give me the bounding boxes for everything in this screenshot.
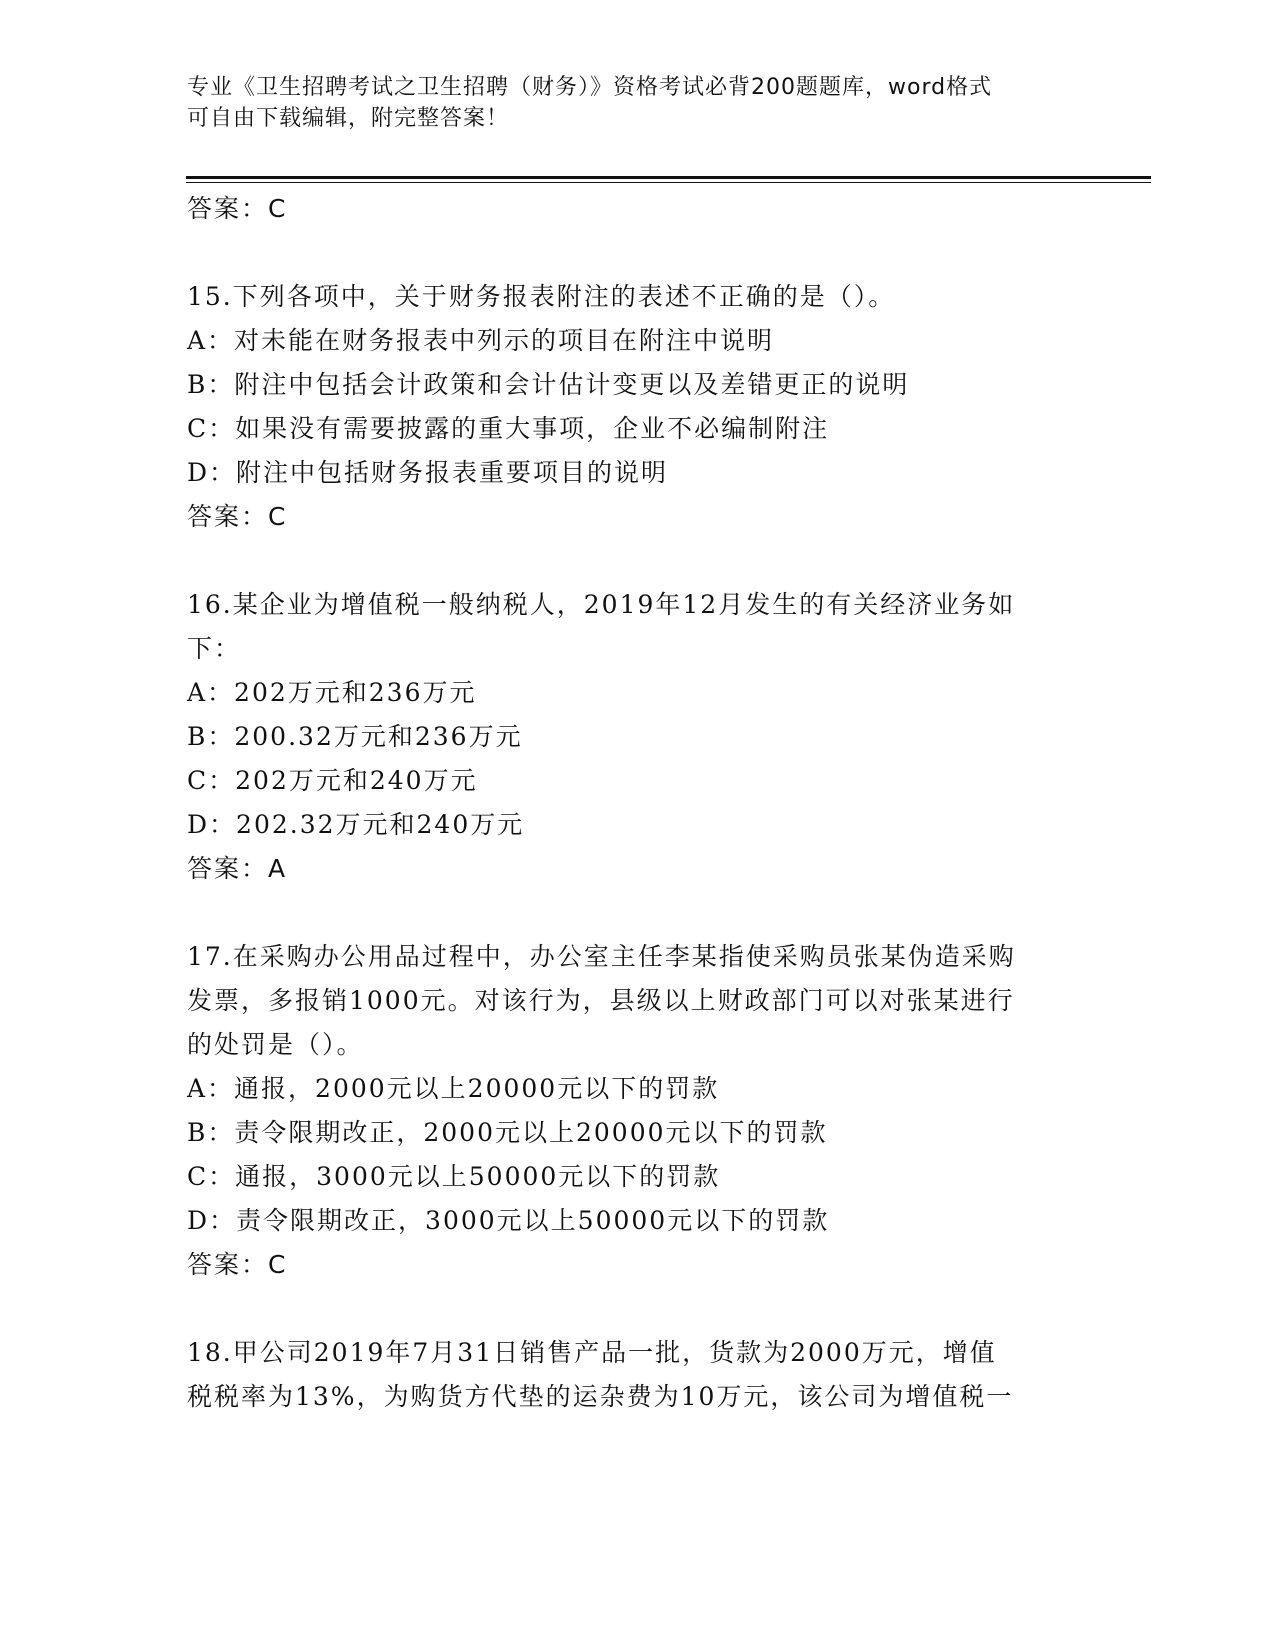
question-16-option-d: D：202.32万元和240万元 (187, 810, 525, 839)
question-17-stem-line-1: 17.在采购办公用品过程中，办公室主任李某指使采购员张某伪造采购 (187, 942, 1016, 971)
header-line-2: 可自由下载编辑，附完整答案！ (187, 106, 510, 131)
question-15-option-d: D：附注中包括财务报表重要项目的说明 (187, 458, 669, 487)
question-17-answer: 答案：C (187, 1250, 288, 1279)
question-15-option-c: C：如果没有需要披露的重大事项，企业不必编制附注 (187, 414, 830, 443)
question-15-option-b: B：附注中包括会计政策和会计估计变更以及差错更正的说明 (187, 370, 910, 399)
question-17-option-a: A：通报，2000元以上20000元以下的罚款 (187, 1074, 720, 1103)
question-17-stem-line-3: 的处罚是（）。 (187, 1030, 364, 1059)
question-17-option-b: B：责令限期改正，2000元以上20000元以下的罚款 (187, 1118, 828, 1147)
question-17-option-d: D：责令限期改正，3000元以上50000元以下的罚款 (187, 1206, 830, 1235)
question-16-option-c: C：202万元和240万元 (187, 766, 478, 795)
header-line-1: 专业《卫生招聘考试之卫生招聘（财务）》资格考试必背200题题库，word格式 (187, 75, 993, 100)
question-15-answer: 答案：C (187, 502, 288, 531)
question-15-stem: 15.下列各项中，关于财务报表附注的表述不正确的是（）。 (187, 282, 896, 311)
document-header (187, 72, 1067, 134)
question-17-option-c: C：通报，3000元以上50000元以下的罚款 (187, 1162, 721, 1191)
question-16-stem-line-2: 下： (187, 634, 242, 663)
question-18-stem-line-1: 18.甲公司2019年7月31日销售产品一批，货款为2000万元，增值 (187, 1338, 997, 1367)
question-16-stem-line-1: 16.某企业为增值税一般纳税人，2019年12月发生的有关经济业务如 (187, 590, 1016, 619)
question-16-option-a: A：202万元和236万元 (187, 678, 477, 707)
previous-answer: 答案：C (187, 194, 288, 223)
header-rule-thick (186, 176, 1151, 179)
question-16-option-b: B：200.32万元和236万元 (187, 722, 523, 751)
header-rule-thin (186, 182, 1151, 183)
question-16-answer: 答案：A (187, 854, 288, 883)
question-17-stem-line-2: 发票，多报销1000元。对该行为，县级以上财政部门可以对张某进行 (187, 986, 1015, 1015)
question-18-stem-line-2: 税税率为13%，为购货方代垫的运杂费为10万元，该公司为增值税一 (187, 1382, 1014, 1411)
question-15-option-a: A：对未能在财务报表中列示的项目在附注中说明 (187, 326, 775, 355)
